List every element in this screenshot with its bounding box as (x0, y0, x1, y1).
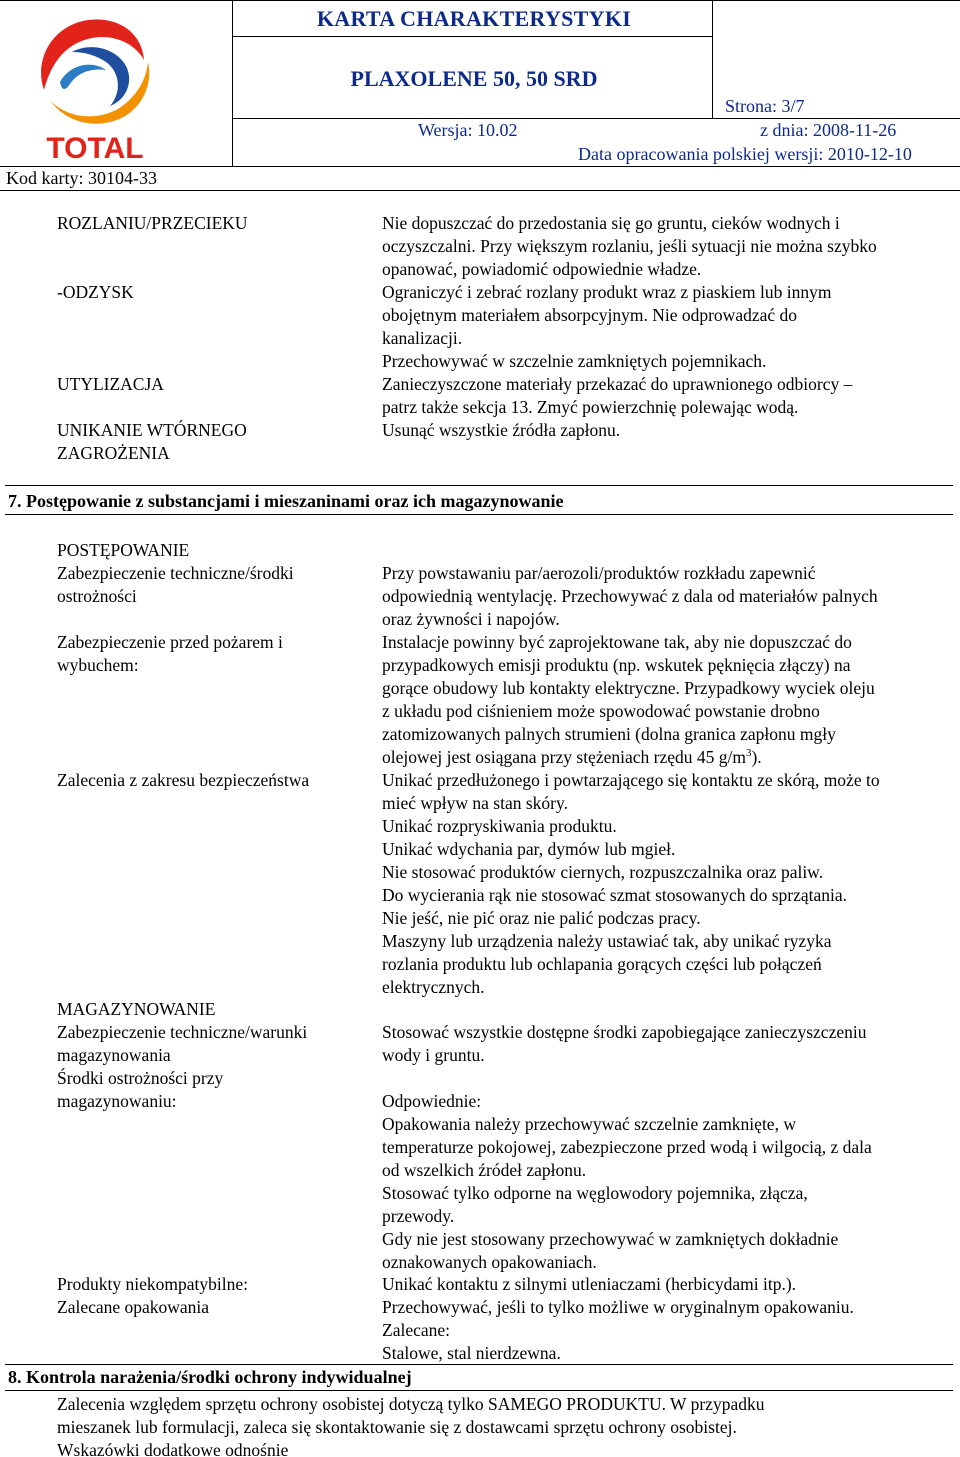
text-line: gorące obudowy lub kontakty elektryczne. Przypadkowy wyciek oleju (382, 678, 875, 698)
superscript: 3 (745, 747, 752, 760)
section-rule (5, 1390, 953, 1391)
header-border-bottom (0, 190, 960, 191)
section-rule (5, 485, 953, 486)
header-rule-code (0, 166, 960, 167)
page-number: Strona: 3/7 (725, 96, 805, 116)
text-line: Do wycierania rąk nie stosować szmat stosowanych do sprzątania. (382, 885, 848, 905)
text-line: przypadkowych emisji produktu (np. wskutek pęknięcia złączy) na (382, 655, 851, 675)
label-opakowania: Zalecane opakowania (57, 1297, 210, 1317)
polish-version-date: Data opracowania polskiej wersji: 2010-12-10 (578, 144, 912, 164)
text-line: rozlania produktu lub ochlapania gorących części lub połączeń (382, 954, 822, 974)
text-line (382, 746, 762, 769)
text-line: elektrycznych. (382, 977, 485, 997)
text-line: patrz także sekcja 13. Zmyć powierzchnię polewając wodą. (382, 397, 799, 417)
total-logo (30, 12, 160, 162)
text-line: Gdy nie jest stosowany przechowywać w zamkniętych dokładnie (382, 1229, 839, 1249)
text-line: Stosować tylko odporne na węglowodory pojemnika, złącza, (382, 1183, 808, 1203)
label-zab-poz: wybuchem: (57, 655, 139, 675)
heading-postepowanie: POSTĘPOWANIE (57, 540, 190, 560)
section-rule (5, 1364, 953, 1365)
text-line: Nie jeść, nie pić oraz nie palić podczas pracy. (382, 908, 701, 928)
label-unikanie: UNIKANIE WTÓRNEGO (57, 420, 247, 440)
text-line: Instalacje powinny być zaprojektowane tak, aby nie dopuszczać do (382, 632, 852, 652)
document-header (0, 0, 960, 192)
label-zab-tech: Zabezpieczenie techniczne/środki (57, 563, 294, 583)
text-line: Przechowywać w szczelnie zamkniętych pojemnikach. (382, 351, 767, 371)
label-mag-tech: magazynowania (57, 1045, 171, 1065)
version-date: z dnia: 2008-11-26 (760, 120, 897, 140)
header-rule-version (232, 118, 960, 119)
text-line: Unikać wdychania par, dymów lub mgieł. (382, 839, 676, 859)
label-mag-tech: Zabezpieczenie techniczne/warunki (57, 1022, 308, 1042)
text-line: Przechowywać, jeśli to tylko możliwe w oryginalnym opakowaniu. (382, 1297, 854, 1317)
svg-text:TOTAL: TOTAL (46, 132, 144, 162)
section-8-title: 8. Kontrola narażenia/środki ochrony indywidualnej (8, 1367, 412, 1387)
version: Wersja: 10.02 (418, 120, 518, 140)
label-utylizacja: UTYLIZACJA (57, 374, 164, 394)
text-line: odpowiednią wentylację. Przechowywać z dala od materiałów palnych (382, 586, 878, 606)
text-line: Maszyny lub urządzenia należy ustawiać tak, aby unikać ryzyka (382, 931, 832, 951)
label-odzysk: -ODZYSK (57, 282, 134, 302)
text-line: Stosować wszystkie dostępne środki zapobiegające zanieczyszczeniu (382, 1022, 867, 1042)
text-line: mieć wpływ na stan skóry. (382, 793, 568, 813)
text-line: oraz żywności i napojów. (382, 609, 560, 629)
label-srodki: magazynowaniu: (57, 1091, 177, 1111)
text-line: przewody. (382, 1206, 455, 1226)
text-line: Unikać przedłużonego i powtarzającego się kontaktu ze skórą, może to (382, 770, 880, 790)
section-7-title: 7. Postępowanie z substancjami i mieszaninami oraz ich magazynowanie (8, 491, 564, 511)
label-zagrozenia: ZAGROŻENIA (57, 443, 170, 463)
product-name: PLAXOLENE 50, 50 SRD (350, 66, 598, 91)
text-line: Nie stosować produktów ciernych, rozpuszczalnika oraz paliw. (382, 862, 824, 882)
text-line: Przy powstawaniu par/aerozoli/produktów rozkładu zapewnić (382, 563, 816, 583)
text-line: Zalecenia względem sprzętu ochrony osobistej dotyczą tylko SAMEGO PRODUKTU. W przypadku (57, 1394, 765, 1414)
label-zab-tech: ostrożności (57, 586, 137, 606)
heading-magazynowanie: MAGAZYNOWANIE (57, 999, 216, 1019)
label-produkty: Produkty niekompatybilne: (57, 1274, 249, 1294)
text-line: obojętnym materiałem absorpcyjnym. Nie odprowadzać do (382, 305, 798, 325)
header-border-top (0, 0, 960, 1)
label-zalecenia: Zalecenia z zakresu bezpieczeństwa (57, 770, 310, 790)
text-line: zatomizowanych palnych strumieni (dolna granica zapłonu mgły (382, 724, 836, 744)
card-code: Kod karty: 30104-33 (6, 168, 157, 188)
text-line: kanalizacji. (382, 328, 463, 348)
text-line: oczyszczalni. Przy większym rozlaniu, jeśli sytuacji nie można szybko (382, 236, 877, 256)
text-line: oznakowanych opakowaniach. (382, 1252, 597, 1272)
header-divider-logo (232, 0, 233, 166)
text-line: Unikać kontaktu z silnymi utleniaczami (herbicydami itp.). (382, 1274, 797, 1294)
text-line: od wszelkich źródeł zapłonu. (382, 1160, 587, 1180)
text-line: temperaturze pokojowej, zabezpieczone przed wodą i wilgocią, z dala (382, 1137, 872, 1157)
document-title: KARTA CHARAKTERYSTYKI (316, 6, 632, 31)
header-rule-title (232, 36, 712, 37)
text-line: z układu pod ciśnieniem może spowodować powstanie drobno (382, 701, 820, 721)
text-line: Opakowania należy przechowywać szczelnie zamknięte, w (382, 1114, 796, 1134)
text-line: Nie dopuszczać do przedostania się go gruntu, cieków wodnych i (382, 213, 840, 233)
header-divider-right (712, 0, 713, 118)
label-rozlaniu: ROZLANIU/PRZECIEKU (57, 213, 248, 233)
text-line: opanować, powiadomić odpowiednie władze. (382, 259, 702, 279)
text-fragment: ). (751, 747, 762, 767)
section-rule (5, 514, 953, 515)
text-line: wody i gruntu. (382, 1045, 485, 1065)
text-fragment: olejowej jest osiągana przy stężeniach rzędu 45 g/m (382, 747, 746, 767)
text-line: Stalowe, stal nierdzewna. (382, 1343, 561, 1363)
text-line: Zalecane: (382, 1320, 451, 1340)
text-line: mieszanek lub formulacji, zaleca się skontaktowanie się z dostawcami sprzętu ochrony osobistej. (57, 1417, 737, 1437)
text-line: Ograniczyć i zebrać rozlany produkt wraz z piaskiem lub innym (382, 282, 832, 302)
text-line: Zanieczyszczone materiały przekazać do uprawnionego odbiorcy – (382, 374, 853, 394)
text-line: Odpowiednie: (382, 1091, 482, 1111)
text-line: Wskazówki dodatkowe odnośnie (57, 1440, 289, 1457)
label-zab-poz: Zabezpieczenie przed pożarem i (57, 632, 283, 652)
text-line: Unikać rozpryskiwania produktu. (382, 816, 617, 836)
text-line: Usunąć wszystkie źródła zapłonu. (382, 420, 621, 440)
label-srodki: Środki ostrożności przy (57, 1068, 224, 1088)
